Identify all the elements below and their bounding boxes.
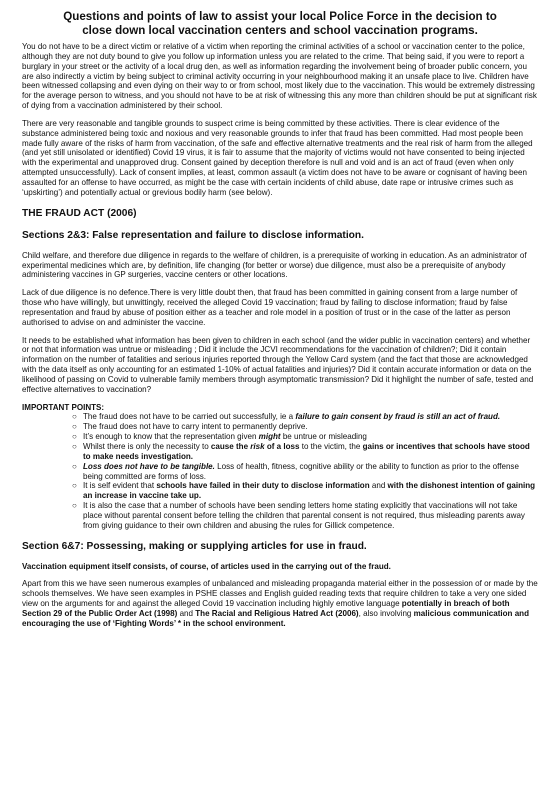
list-item: ○ It is self evident that schools have failed in their duty to disclose information and with the dishonest intention of gaining an increase in vaccine take up. xyxy=(72,481,536,501)
list-item: ○ The fraud does not have to carry intent to permanently deprive. xyxy=(72,422,308,432)
list-item: ○ Loss does not have to be tangible. Loss of health, fitness, cognitive ability or the ability to function as prior to the offense being committed are forms of loss. xyxy=(72,461,519,481)
bullet-icon: ○ xyxy=(72,422,77,432)
bullet-icon: ○ xyxy=(72,432,77,442)
sections-6-7-heading: Section 6&7: Possessing, making or supplying articles for use in fraud. xyxy=(22,540,367,552)
document-title xyxy=(22,10,538,38)
sections-2-3-heading: Sections 2&3: False representation and failure to disclose information. xyxy=(22,229,364,241)
due-diligence-paragraph: Lack of due diligence is no defence.There is very little doubt then, that fraud has been committed in gaining consent from a large number of those who have willingly, but unwittingly, received the alleged Covid 19 vaccination; fraud by failing to disclose information; fraud by false representation and fraud by abuse of position either as a teacher and role model in a position of trust or in the case of the latter as person authorised to advise on and administer the vaccine. xyxy=(22,288,518,327)
list-item: ○ It is also the case that a number of schools have been sending letters home stating explicitly that vaccinations will not take place without parental consent before telling the children that parental consent is not required, thus misleading parents away from giving guidance to their own children and abusing the rules for Gillick competence. xyxy=(72,501,525,530)
child-welfare-paragraph: Child welfare, and therefore due diligence in regards to the welfare of children, is a prerequisite of working in education. As an administrator of experimental medicines which are, by definition, life changing (for better or worse) due diligence, must also be a prerequisite of anybody administering vaccines in GP surgeries, vaccine centers or other locations. xyxy=(22,250,527,280)
grounds-paragraph: There are very reasonable and tangible grounds to suspect crime is being committed by these activities. There is clear evidence of the substance administered being toxic and noxious and very reasonable grounds to infer that fraud has been committed. Had most people been made fully aware of the risks of harm from vaccination, of the safe and effective alternative treatments and the real risk of harm from the alleged (and yet still unisolated or identified) Covid 19 virus, it is fair to assume that the majority of victims would not have consented to being injected with the experimental and unapproved drug. Consent gained by deception therefore is null and void and is an act of fraud (even when only attempted unsuccessfully). Lack of consent implies, at least, common assault (a victim does not have to be aware or cognisant of having been assaulted for an offense to have occurred, as might be the case with certain incidents of child abuse, date rape or intrusive crimes such as ‘upskirting’) and potentially actual or grevious bodily harm (see below). xyxy=(22,118,533,197)
bullet-icon: ○ xyxy=(72,442,77,451)
important-points-list xyxy=(22,412,538,530)
information-questions-paragraph: It needs to be established what information has been given to children in each school (and the wider public in vaccination centers) and whether or not that information was untrue or misleading ; Did it include the JCVI recommendations for the vaccination of children?; Did it contain information on the number of fatalities and serious injuries reported through the Yellow Card system (and the fact that those are acknowledged with the data itself as only accounting for an estimated 1-10% of actual fatalities and injuries)? Did it contain accurate information or data on the likelihood of passing on Covid to vulnerable family members through asymptomatic transmission? Did it highlight the number of safe, tested and effective alternatives to vaccination? xyxy=(22,335,534,394)
intro-paragraph: You do not have to be a direct victim or relative of a victim when reporting the criminal activities of a school or vaccination center to the police, although they are not duty bound to give you follow up information unless you are related to the crime. That being said, if you were to report a burglary in your street or the activity of a local drug den, as well as information regarding the involvement being of broader public concern, you are also indirectly a victim by being subject to criminal activity occurring in your neighbourhood making it an unsafe place to live. Children have been witnessed collapsing and even dying on their way to or from school, most likely due to the vaccination. This would be extremely distressing for the average person to witness, and you should not have to be at risk of witnessing this any more than children should be put at significant risk of dying from a vaccination administered by their school. xyxy=(22,42,537,111)
bullet-icon: ○ xyxy=(72,412,77,422)
list-item: ○ The fraud does not have to be carried out successfully, ie a failure to gain consent by fraud is still an act of fraud. xyxy=(72,412,501,422)
title-line-2: close down local vaccination centers and school vaccination programs. xyxy=(82,24,478,37)
vaccination-equipment-paragraph: Vaccination equipment itself consists, of course, of articles used in the carrying out of the fraud. xyxy=(22,561,391,571)
propaganda-paragraph: Apart from this we have seen numerous examples of unbalanced and misleading propaganda material either in the possession of or made by the schools themselves. We have seen examples in PSHE classes and English guided reading texts that require children to take a very one sided view on the arguments for and against the alleged Covid 19 vaccination including highly emotive language potentially in breach of both Section 29 of the Public Order Act (1998) and The Racial and Religious Hatred Act (2006), also involving malicious communication and encouraging the use of ‘Fighting Words’ * in the school environment. xyxy=(22,579,538,628)
important-points-title: IMPORTANT POINTS: xyxy=(22,402,105,412)
bullet-icon: ○ xyxy=(72,461,77,471)
list-item: ○ It’s enough to know that the representation given might be untrue or misleading xyxy=(72,432,367,442)
fraud-act-heading: THE FRAUD ACT (2006) xyxy=(22,207,137,219)
bullet-icon: ○ xyxy=(72,501,77,511)
list-item: ○ Whilst there is only the necessity to cause the risk of a loss to the victim, the gains or incentives that schools have stood to make needs investigation. xyxy=(72,442,530,461)
bullet-icon: ○ xyxy=(72,481,77,491)
title-line-1: Questions and points of law to assist your local Police Force in the decision to xyxy=(63,10,497,23)
